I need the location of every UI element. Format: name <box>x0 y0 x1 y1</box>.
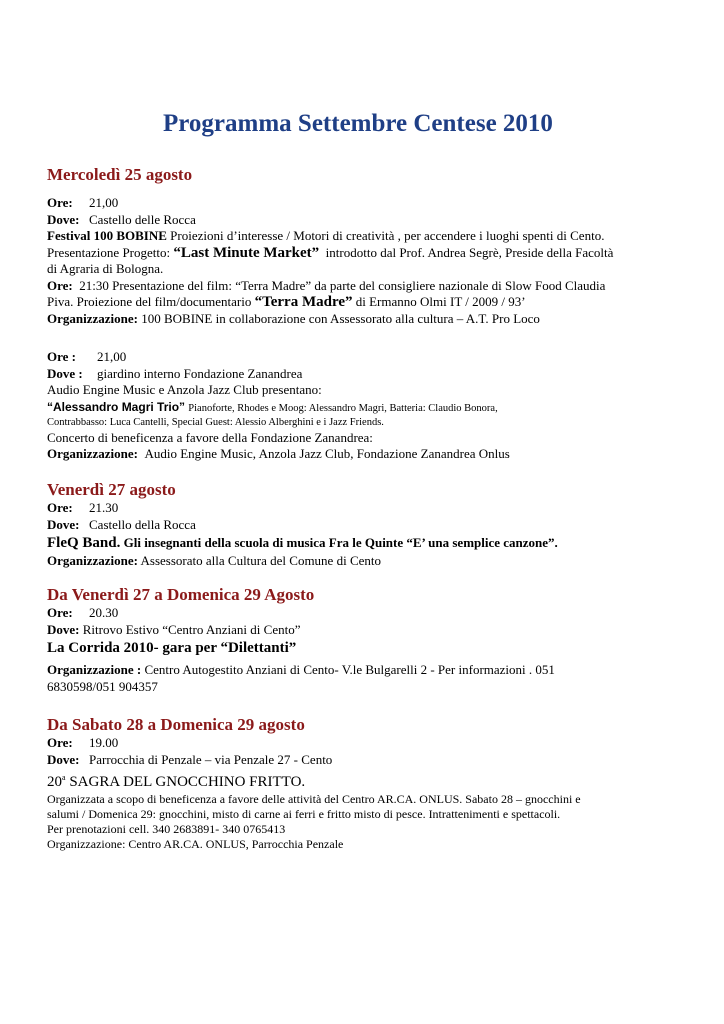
organizer-line <box>47 446 687 463</box>
lineup-text: Pianoforte, Rhodes e Moog: Alessandro Magri, Batteria: Claudio Bonora, <box>188 402 498 414</box>
concert-line: Concerto di beneficenza a favore della Fondazione Zanandrea: <box>47 429 373 445</box>
time-line <box>47 500 687 517</box>
place-line <box>47 212 687 229</box>
organizer-line <box>47 662 687 679</box>
page-title: Programma Settembre Centese 2010 <box>163 110 553 137</box>
time-label: Ore: <box>47 277 73 293</box>
sagra-edition-suffix: a <box>62 773 66 782</box>
place-label: Dove : <box>47 365 83 381</box>
trio-name: “Alessandro Magri Trio” <box>47 399 186 414</box>
film-title: “Terra Madre” <box>254 294 353 310</box>
presentation-line <box>47 245 687 262</box>
sagra-title: SAGRA DEL GNOCCHINO FRITTO. <box>69 774 306 790</box>
presentation-line-2: di Agraria di Bologna. <box>47 261 164 276</box>
place-label: Dove: <box>47 211 80 227</box>
place-line <box>47 366 687 383</box>
place-value: Castello della Rocca <box>89 516 196 532</box>
organizer-value: Centro Autogestito Anziani di Cento- V.le Bulgarelli 2 - Per informazioni . 051 <box>144 662 555 677</box>
band-name: FleQ Band. <box>47 535 121 551</box>
place-value: giardino interno Fondazione Zanandrea <box>97 365 303 381</box>
time-value: 21.30 <box>89 500 119 515</box>
organizer-label: Organizzazione : <box>47 662 142 677</box>
event-concerto-zanandrea <box>47 349 687 463</box>
festival-text: Proiezioni d’interesse / Motori di creatività , per accendere i luoghi spenti di Cento. <box>170 228 605 243</box>
organizer-value: Audio Engine Music, Anzola Jazz Club, Fondazione Zanandrea Onlus <box>144 446 510 461</box>
place-label: Dove: <box>47 621 80 637</box>
event-title-line <box>47 638 687 658</box>
organizer-label: Organizzazione: <box>47 446 138 461</box>
time-value: 21,00 <box>97 349 127 364</box>
event-title: La Corrida 2010- gara per “Dilettanti” <box>47 640 297 656</box>
time-line <box>47 349 687 366</box>
presenters-line: Audio Engine Music e Anzola Jazz Club presentano: <box>47 382 322 397</box>
description-line-1: Organizzata a scopo di beneficenza a favore delle attività del Centro AR.CA. ONLUS. Sabato 28 – gnocchini e <box>47 792 581 806</box>
description-line-2: salumi / Domenica 29: gnocchini, misto di carne ai ferri e fritto misto di pesce. Intrattenimenti e spettacoli. <box>47 807 561 821</box>
event-mercoledi-25 <box>47 165 687 327</box>
place-line <box>47 517 687 534</box>
time-value: 20.30 <box>89 605 119 620</box>
presentation-prefix: Presentazione Progetto: <box>47 244 171 260</box>
film-line <box>47 294 687 311</box>
organizer-label: Organizzazione: <box>47 553 138 568</box>
band-line <box>47 533 687 553</box>
time-line <box>47 195 687 212</box>
time-label: Ore: <box>47 605 73 620</box>
film-presentation-text: 21:30 Presentazione del film: “Terra Madre” da parte del consigliere nazionale di Slow Food Claudia <box>79 277 606 293</box>
place-value: Castello delle Rocca <box>89 211 196 227</box>
place-value: Parrocchia di Penzale – via Penzale 27 - Cento <box>89 751 333 767</box>
time-label: Ore : <box>47 349 76 364</box>
festival-line <box>47 228 687 245</box>
time-value: 21,00 <box>89 195 119 210</box>
organizer-line <box>47 311 687 328</box>
sagra-edition: 20 <box>47 774 62 790</box>
organizer-label: Organizzazione: <box>47 310 138 326</box>
organizer-line-2: 6830598/051 904357 <box>47 678 158 694</box>
presentation-title: “Last Minute Market” <box>173 244 320 261</box>
event-day-heading: Da Sabato 28 a Domenica 29 agosto <box>47 715 305 734</box>
place-label: Dove: <box>47 516 80 532</box>
organizer-value: 100 BOBINE in collaborazione con Assessorato alla cultura – A.T. Pro Loco <box>141 310 540 326</box>
time-label: Ore: <box>47 195 73 210</box>
event-day-heading: Mercoledì 25 agosto <box>47 165 193 184</box>
film-time-line <box>47 278 687 295</box>
trio-line <box>47 399 687 416</box>
time-line <box>47 605 687 622</box>
sagra-line <box>47 768 687 792</box>
event-day-heading: Venerdì 27 agosto <box>47 480 176 499</box>
organizer-value: Assessorato alla Cultura del Comune di Cento <box>140 553 381 568</box>
film-prefix: Piva. Proiezione del film/documentario <box>47 294 252 309</box>
film-suffix: di Ermanno Olmi IT / 2009 / 93’ <box>355 294 526 309</box>
time-value: 19.00 <box>89 735 119 750</box>
place-value: Ritrovo Estivo “Centro Anziani di Cento” <box>82 621 301 637</box>
lineup-line-2: Contrabbasso: Luca Cantelli, Special Guest: Alessio Alberghini e i Jazz Friends. <box>47 416 384 428</box>
festival-name: Festival 100 BOBINE <box>47 228 167 243</box>
event-day-heading: Da Venerdì 27 a Domenica 29 Agosto <box>47 585 315 604</box>
booking-line: Per prenotazioni cell. 340 2683891- 340 0765413 <box>47 822 286 836</box>
presentation-suffix: introdotto dal Prof. Andrea Segrè, Preside della Facoltà <box>325 244 614 260</box>
band-text: Gli insegnanti della scuola di musica Fra le Quinte “E’ una semplice canzone”. <box>123 535 558 550</box>
place-line <box>47 622 687 639</box>
event-venerdi-27 <box>47 480 687 570</box>
time-line <box>47 735 687 752</box>
time-label: Ore: <box>47 735 73 750</box>
place-line <box>47 752 687 769</box>
event-sagra-gnocchino <box>47 715 687 852</box>
place-label: Dove: <box>47 751 80 767</box>
event-corrida <box>47 585 687 695</box>
organizer-line <box>47 553 687 570</box>
organizer-line: Organizzazione: Centro AR.CA. ONLUS, Parrocchia Penzale <box>47 837 344 851</box>
time-label: Ore: <box>47 500 73 515</box>
